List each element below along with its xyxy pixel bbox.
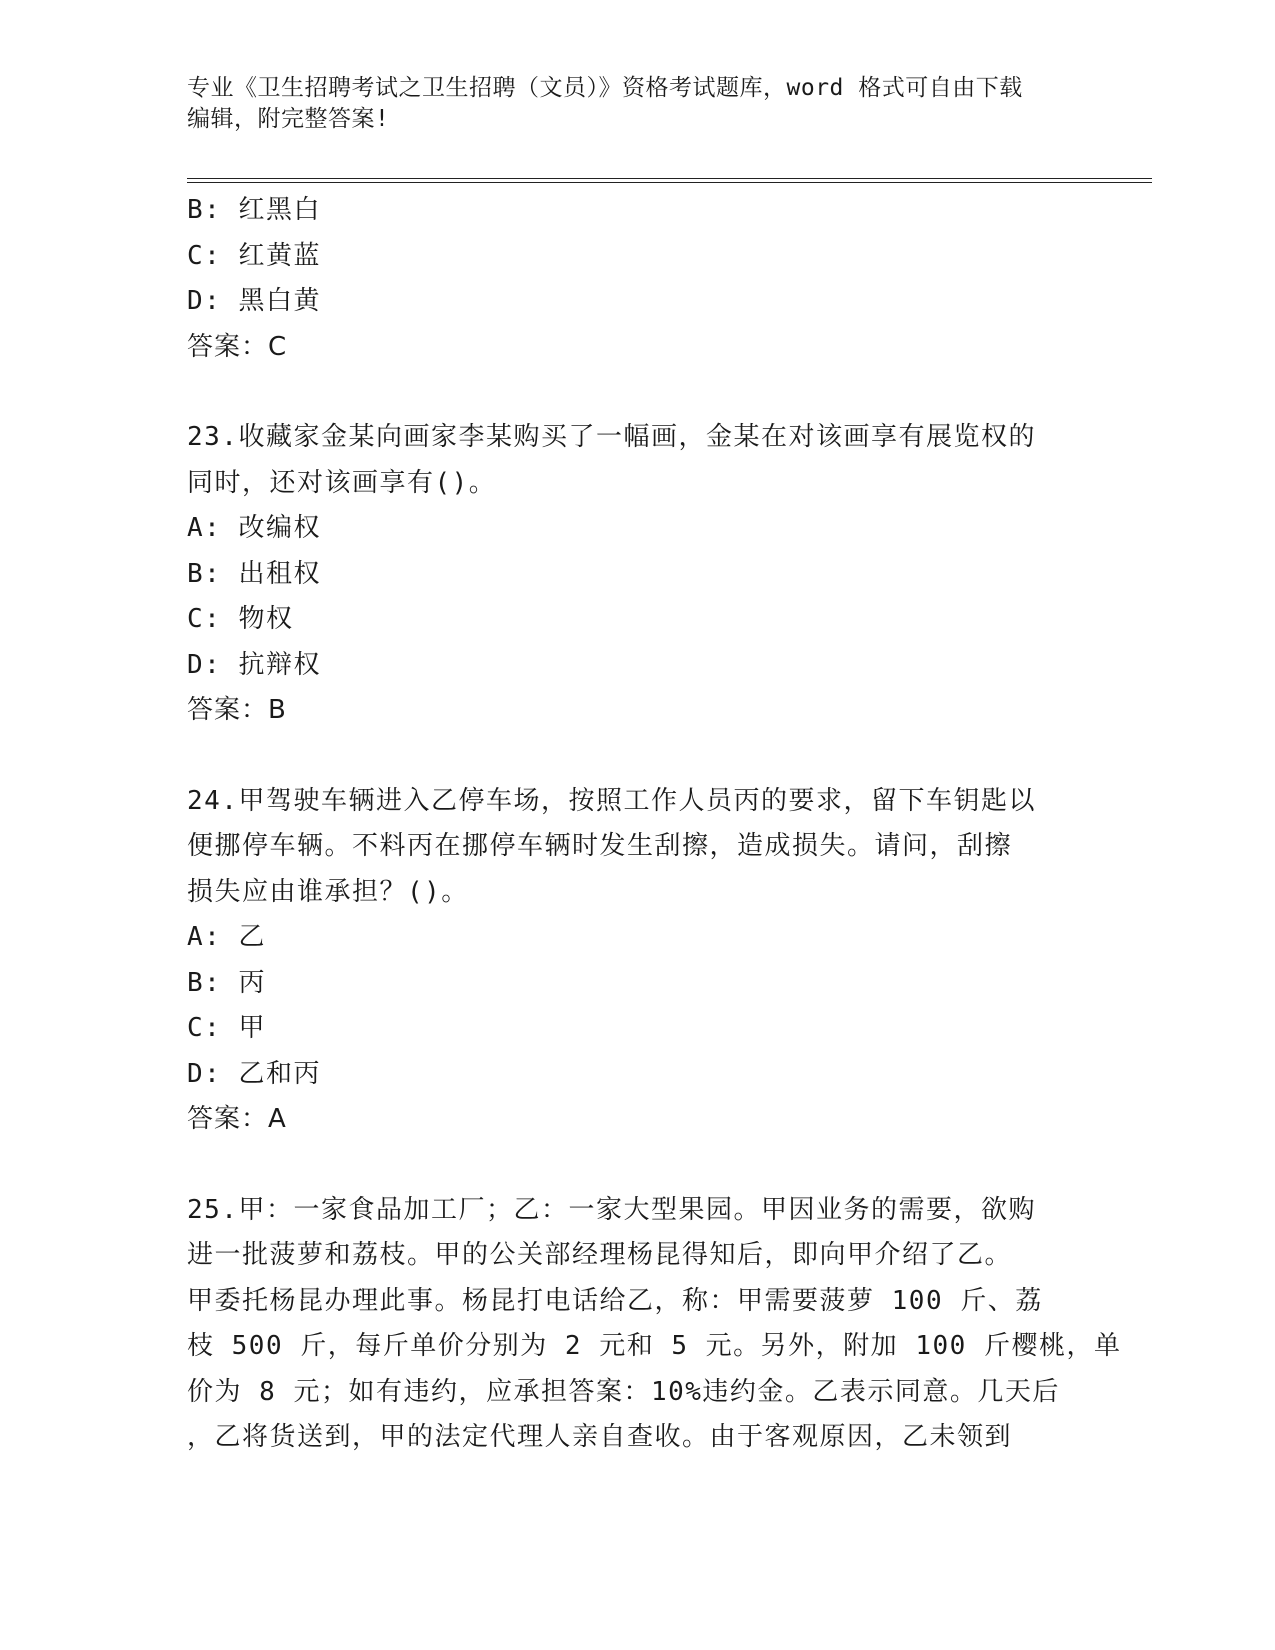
- option-d: D: 黑白黄: [187, 286, 321, 316]
- question-25: [187, 1188, 1122, 1461]
- question-stem: 便挪停车辆。不料丙在挪停车辆时发生刮擦，造成损失。请问，刮擦: [187, 831, 1013, 861]
- spacer: [187, 1143, 1087, 1188]
- answer: 答案：C: [187, 331, 288, 362]
- option-a: A: 改编权: [187, 513, 321, 543]
- question-stem: 25.甲：一家食品加工厂；乙：一家大型果园。甲因业务的需要，欲购: [187, 1194, 1036, 1225]
- question-stem: 价为 8 元；如有违约，应承担答案：10%违约金。乙表示同意。几天后: [187, 1376, 1060, 1407]
- option-b: B: 红黑白: [187, 195, 321, 225]
- header-line-1: 专业《卫生招聘考试之卫生招聘（文员）》资格考试题库，word 格式可自由下载: [187, 75, 1023, 101]
- option-b: B: 出租权: [187, 558, 321, 589]
- question-stem: 23.收藏家金某向画家李某购买了一幅画，金某在对该画享有展览权的: [187, 422, 1036, 452]
- option-b: B: 丙: [187, 967, 266, 998]
- option-a: A: 乙: [187, 922, 266, 952]
- question-23: [187, 415, 1087, 734]
- spacer: [187, 734, 1087, 779]
- question-stem: 24.甲驾驶车辆进入乙停车场，按照工作人员丙的要求，留下车钥匙以: [187, 785, 1036, 816]
- option-c: C: 物权: [187, 604, 294, 634]
- option-d: D: 乙和丙: [187, 1058, 321, 1089]
- answer: 答案：A: [187, 1104, 287, 1134]
- option-c: C: 红黄蓝: [187, 240, 321, 271]
- document-header: [187, 73, 1087, 135]
- answer: 答案：B: [187, 695, 287, 725]
- spacer: [187, 370, 1087, 415]
- option-d: D: 抗辩权: [187, 649, 321, 680]
- option-c: C: 甲: [187, 1013, 266, 1043]
- question-list: [187, 188, 1122, 1461]
- question-stem: 损失应由谁承担？()。: [187, 876, 469, 907]
- header-line-2: 编辑，附完整答案!: [187, 106, 390, 132]
- question-22: [187, 188, 1087, 370]
- question-stem: ，乙将货送到，甲的法定代理人亲自查收。由于客观原因，乙未领到: [187, 1422, 1013, 1452]
- question-24: [187, 779, 1087, 1143]
- question-stem: 同时，还对该画享有()。: [187, 467, 497, 498]
- header-divider: [187, 178, 1152, 183]
- question-stem: 枝 500 斤，每斤单价分别为 2 元和 5 元。另外，附加 100 斤樱桃，单: [187, 1331, 1122, 1361]
- question-stem: 甲委托杨昆办理此事。杨昆打电话给乙，称：甲需要菠萝 100 斤、荔: [187, 1285, 1043, 1316]
- question-stem: 进一批菠萝和荔枝。甲的公关部经理杨昆得知后，即向甲介绍了乙。: [187, 1240, 1013, 1270]
